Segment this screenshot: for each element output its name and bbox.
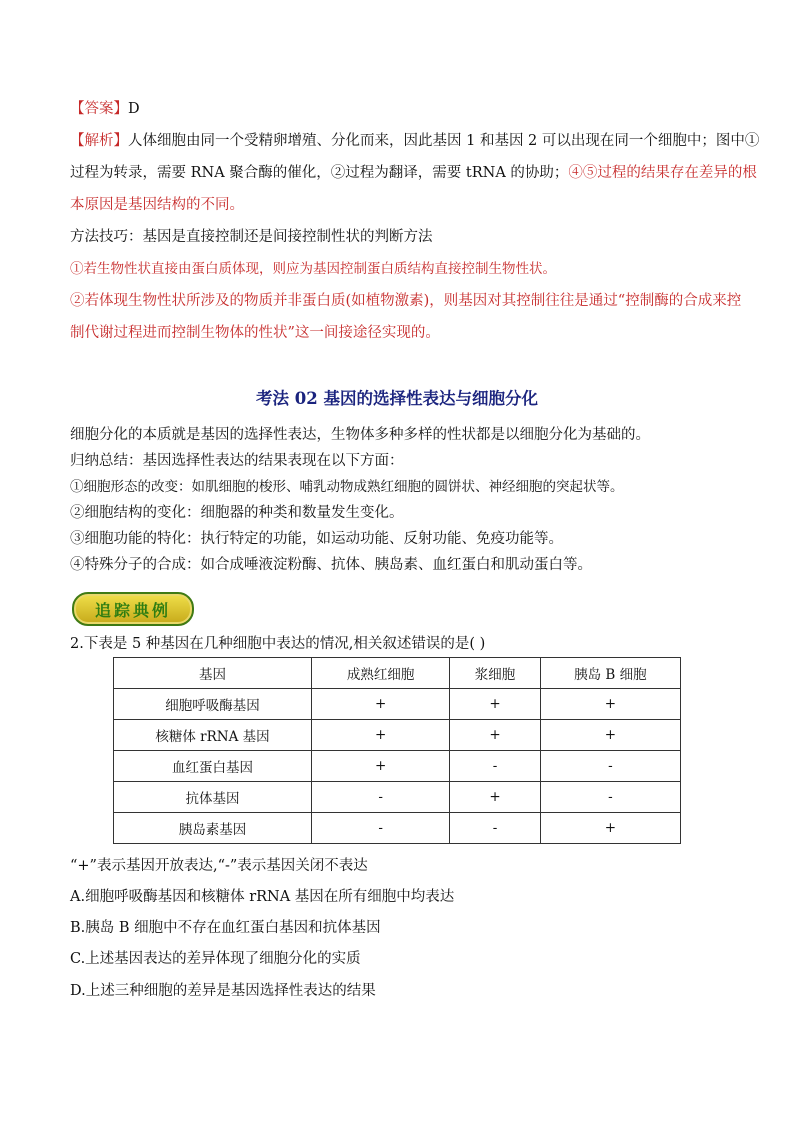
table-cell: - (312, 782, 450, 813)
table-cell: + (540, 813, 680, 844)
analysis-text-1: 人体细胞由同一个受精卵增殖、分化而来，因此基因 1 和基因 2 可以出现在同一个细胞中；图中① (128, 133, 760, 149)
table-cell: 血红蛋白基因 (114, 751, 312, 782)
table-row (114, 782, 681, 813)
option-d: D.上述三种细胞的差异是基因选择性表达的结果 (70, 983, 376, 999)
table-row (114, 813, 681, 844)
table-header-cell: 成熟红细胞 (312, 658, 450, 689)
gene-expression-table (113, 657, 681, 844)
table-row (114, 689, 681, 720)
table-cell: + (540, 720, 680, 751)
analysis-text-2b: ④⑤过程的结果存在差异的根 (568, 165, 757, 181)
analysis-line-2 (70, 162, 757, 184)
table-cell: 核糖体 rRNA 基因 (114, 720, 312, 751)
section-point-4: ④特殊分子的合成：如合成唾液淀粉酶、抗体、胰岛素、血红蛋白和肌动蛋白等。 (70, 557, 592, 573)
table-cell: - (450, 813, 541, 844)
section-point-1: ①细胞形态的改变：如肌细胞的梭形、哺乳动物成熟红细胞的圆饼状、神经细胞的突起状等。 (70, 479, 624, 495)
tips-item-2-line-2: 制代谢过程进而控制生物体的性状”这一间接途径实现的。 (70, 325, 440, 341)
option-a: A.细胞呼吸酶基因和核糖体 rRNA 基因在所有细胞中均表达 (70, 889, 455, 905)
table-row (114, 751, 681, 782)
table-cell: 胰岛素基因 (114, 813, 312, 844)
answer-value: D (128, 101, 140, 117)
table-header-cell: 胰岛 B 细胞 (540, 658, 680, 689)
section-intro: 细胞分化的本质就是基因的选择性表达，生物体多种多样的性状都是以细胞分化为基础的。 (70, 427, 650, 443)
table-cell: + (450, 689, 541, 720)
table-cell: 抗体基因 (114, 782, 312, 813)
question-stem: 2.下表是 5 种基因在几种细胞中表达的情况,相关叙述错误的是( ) (70, 636, 486, 652)
table-row (114, 720, 681, 751)
section-title: 考法 02 基因的选择性表达与细胞分化 (256, 389, 538, 408)
tips-item-1: ①若生物性状直接由蛋白质体现，则应为基因控制蛋白质结构直接控制生物性状。 (70, 261, 556, 277)
analysis-line-1 (70, 130, 760, 152)
table-header-row (114, 658, 681, 689)
table-cell: - (540, 751, 680, 782)
table-header-cell: 浆细胞 (450, 658, 541, 689)
analysis-line-3: 本原因是基因结构的不同。 (70, 197, 244, 213)
table-header-cell: 基因 (114, 658, 312, 689)
section-point-2: ②细胞结构的变化：细胞器的种类和数量发生变化。 (70, 505, 404, 521)
section-summary: 归纳总结：基因选择性表达的结果表现在以下方面： (70, 453, 404, 469)
tracking-example-badge: 追踪典例 (72, 592, 194, 626)
table-cell: + (312, 751, 450, 782)
answer-line (70, 98, 730, 120)
table-cell: - (540, 782, 680, 813)
tips-item-2-line-1: ②若体现生物性状所涉及的物质并非蛋白质(如植物激素)，则基因对其控制往往是通过“控制酶的合成来控 (70, 293, 742, 309)
option-b: B.胰岛 B 细胞中不存在血红蛋白基因和抗体基因 (70, 920, 381, 936)
answer-label: 【答案】 (70, 101, 128, 117)
table-cell: + (450, 720, 541, 751)
analysis-text-2a: 过程为转录，需要 RNA 聚合酶的催化，②过程为翻译，需要 tRNA 的协助； (70, 165, 569, 181)
table-cell: + (540, 689, 680, 720)
table-cell: + (450, 782, 541, 813)
tips-title: 方法技巧：基因是直接控制还是间接控制性状的判断方法 (70, 229, 433, 245)
table-cell: 细胞呼吸酶基因 (114, 689, 312, 720)
table-cell: - (312, 813, 450, 844)
section-point-3: ③细胞功能的特化：执行特定的功能，如运动功能、反射功能、免疫功能等。 (70, 531, 563, 547)
table-cell: - (450, 751, 541, 782)
table-note: “+”表示基因开放表达,“-”表示基因关闭不表达 (70, 858, 368, 874)
table-cell: + (312, 689, 450, 720)
option-c: C.上述基因表达的差异体现了细胞分化的实质 (70, 951, 361, 967)
analysis-label: 【解析】 (70, 133, 128, 149)
table-cell: + (312, 720, 450, 751)
